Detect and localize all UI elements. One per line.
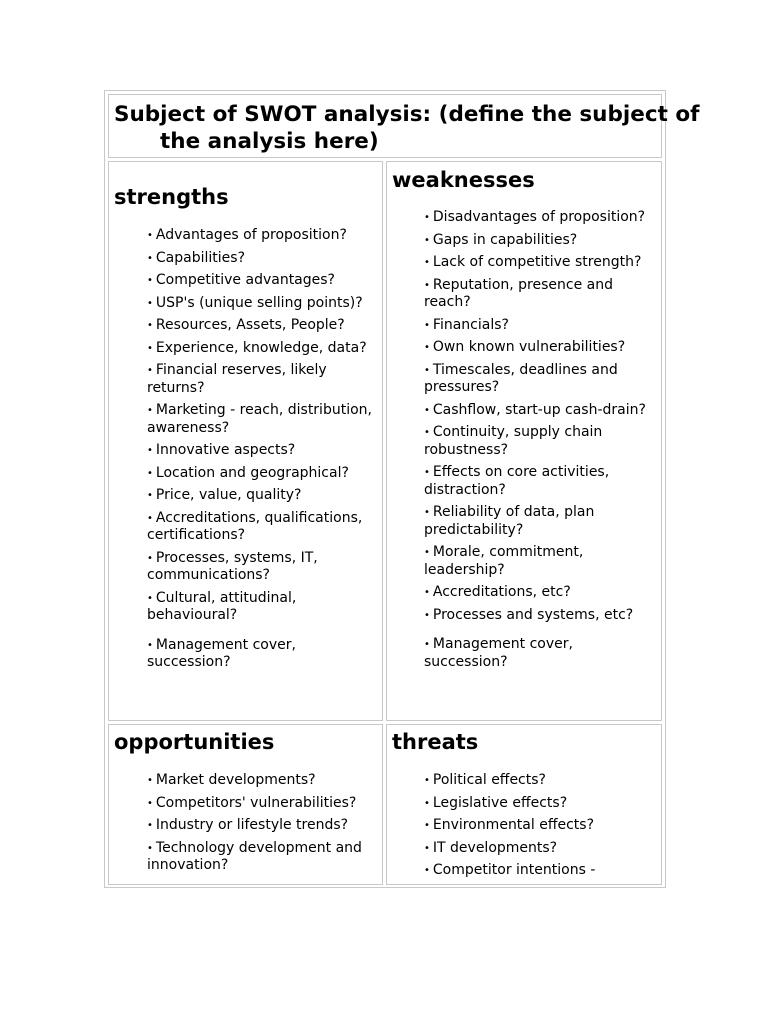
threats-heading: threats [392,730,479,754]
list-item [424,862,660,880]
weaknesses-heading: weaknesses [392,168,535,192]
list-item-text: Market developments? [155,772,316,788]
list-item [424,772,660,790]
list-item-text: Technology development and innovation? [147,839,362,873]
list-item-text: Marketing - reach, distribution, awareness? [147,402,372,436]
bullet-icon: • [147,490,153,501]
list-item [424,277,660,312]
bullet-icon: • [424,507,430,518]
list-item [424,232,660,250]
list-item [424,795,660,813]
list-item-text: USP's (unique selling points)? [155,294,363,311]
title-cell [108,94,700,158]
bullet-icon: • [424,639,430,650]
threats-cell [386,724,662,885]
list-item [424,817,660,835]
bullet-icon: • [424,865,430,876]
list-item [424,544,660,579]
list-item [147,317,377,335]
list-item-text: Reliability of data, plan predictability? [424,504,595,538]
list-item-text: Competitor intentions - [432,862,596,878]
bullet-icon: • [424,404,430,416]
list-item [147,590,377,625]
bullet-icon: • [147,592,153,604]
list-item-text: Competitive advantages? [155,272,335,288]
opportunities-heading: opportunities [114,730,275,754]
bullet-icon: • [147,797,153,809]
bullet-icon: • [147,320,153,331]
list-item-text: Financials? [432,316,509,333]
list-item [147,250,377,268]
bullet-icon: • [147,230,153,241]
list-item-text: Competitors' vulnerabilities? [155,794,357,811]
strengths-list [147,227,377,677]
bullet-icon: • [424,212,430,223]
list-item-text: Own known vulnerabilities? [432,339,626,355]
weaknesses-cell [386,161,662,721]
list-item [424,402,660,420]
list-item [147,227,377,245]
list-item-text: Lack of competitive strength? [432,254,642,270]
list-item [147,402,377,437]
list-item-text: Timescales, deadlines and pressures? [424,361,618,395]
list-item [147,795,377,813]
list-item [424,209,660,227]
list-item-text: Financial reserves, likely returns? [147,362,327,396]
list-item-text: Cultural, attitudinal, behavioural? [147,589,297,623]
bullet-icon: • [424,364,430,376]
bullet-icon: • [424,587,430,598]
bullet-icon: • [147,275,153,286]
list-item-text: Effects on core activities, distraction? [424,464,610,498]
bullet-icon: • [147,365,153,376]
list-item [424,840,660,858]
bullet-icon: • [424,427,430,438]
strengths-cell [108,161,383,721]
weaknesses-list [424,209,660,676]
bullet-icon: • [147,405,153,416]
bullet-icon: • [147,512,153,524]
swot-table [104,90,700,888]
list-item [147,362,377,397]
list-item [424,362,660,397]
list-item-text: Environmental effects? [432,817,595,833]
list-item-text: Continuity, supply chain robustness? [424,424,603,458]
list-item [147,442,377,460]
opportunities-cell [108,724,383,885]
list-item-text: Management cover, succession? [147,636,296,670]
list-item-text: Advantages of proposition? [155,227,347,243]
list-item-text: Gaps in capabilities? [432,231,578,248]
list-item-text: Accreditations, etc? [432,584,571,600]
bullet-icon: • [424,547,430,558]
bullet-icon: • [147,445,153,456]
bullet-icon: • [424,467,430,478]
list-item-text: Processes and systems, etc? [432,606,634,623]
bullet-icon: • [147,467,153,479]
list-item-text: Reputation, presence and reach? [424,276,613,310]
list-item [147,510,377,545]
bullet-icon: • [424,820,430,831]
list-item [424,424,660,459]
list-item [147,295,377,313]
list-item [424,339,660,357]
bullet-icon: • [147,639,153,651]
list-item-text: Cashflow, start-up cash-drain? [432,401,646,418]
list-item [147,840,377,875]
page-title: Subject of SWOT analysis: (define the subject of the analysis here) [114,102,700,154]
list-item-text: Processes, systems, IT, communications? [147,549,318,583]
bullet-icon: • [147,297,153,309]
list-item-text: Political effects? [432,772,546,788]
list-item [147,817,377,835]
list-item [424,254,660,272]
list-item-text: Legislative effects? [432,794,568,811]
list-item [424,607,660,625]
bullet-icon: • [424,257,430,268]
list-item [424,636,660,671]
list-item [147,340,377,358]
list-item-text: Resources, Assets, People? [155,317,345,333]
threats-list [424,772,660,885]
list-item [147,465,377,483]
bullet-icon: • [424,842,430,854]
bullet-icon: • [424,319,430,331]
list-item [147,637,377,672]
list-item-text: Management cover, succession? [424,636,573,670]
list-item [147,550,377,585]
bullet-icon: • [147,252,153,264]
list-item [424,504,660,539]
bullet-icon: • [424,234,430,246]
list-item-text: Morale, commitment, leadership? [424,544,584,578]
list-item [424,464,660,499]
list-item-text: Location and geographical? [155,464,349,481]
list-item-text: Disadvantages of proposition? [432,209,646,225]
list-item-text: Capabilities? [155,249,245,266]
list-item [147,272,377,290]
opportunities-list [147,772,377,880]
list-item [147,487,377,505]
bullet-icon: • [424,279,430,291]
bullet-icon: • [147,552,153,564]
list-item-text: Industry or lifestyle trends? [155,817,349,833]
list-item-text: Accreditations, qualifications, certifications? [147,509,363,543]
list-item-text: Price, value, quality? [155,487,302,503]
list-item [424,584,660,602]
list-item-text: IT developments? [432,839,558,856]
bullet-icon: • [424,775,430,786]
list-item-text: Experience, knowledge, data? [155,339,367,356]
list-item [147,772,377,790]
bullet-icon: • [424,609,430,621]
bullet-icon: • [424,342,430,353]
list-item-text: Innovative aspects? [155,442,296,458]
bullet-icon: • [424,797,430,809]
list-item [424,317,660,335]
bullet-icon: • [147,842,153,854]
bullet-icon: • [147,820,153,831]
strengths-heading: strengths [114,185,229,209]
bullet-icon: • [147,342,153,354]
bullet-icon: • [147,775,153,786]
